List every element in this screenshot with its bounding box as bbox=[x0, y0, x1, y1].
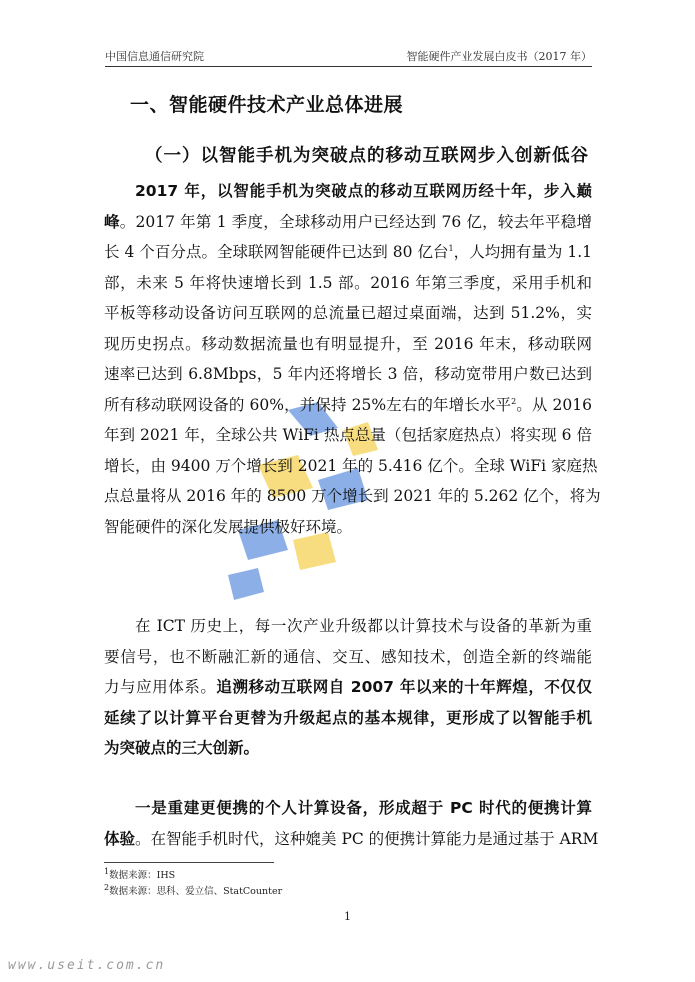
paragraph-2 bbox=[104, 611, 592, 764]
running-header bbox=[105, 48, 592, 67]
text-line bbox=[104, 672, 592, 703]
footnote-text: 数据来源：IHS bbox=[109, 870, 176, 881]
bold-run: 追溯移动互联网自 2007 年以来的十年辉煌，不仅仅 bbox=[216, 678, 592, 696]
text-line: 一是重建更便携的个人计算设备，形成超于 PC 时代的便携计算 bbox=[135, 799, 592, 817]
text-line: 延续了以计算平台更替为升级起点的基本规律，更形成了以智能手机 bbox=[104, 708, 592, 727]
footnote-marker: 2 bbox=[511, 396, 517, 406]
text-line: 智能硬件的深化发展提供极好环境。 bbox=[104, 517, 353, 536]
text-line: 速率已达到 6.8Mbps，5 年内还将增长 3 倍，移动宽带用户数已达到 bbox=[104, 365, 592, 383]
text-line: 平板等移动设备访问互联网的总流量已超过桌面端，达到 51.2%，实 bbox=[104, 304, 592, 322]
text-line: 为突破点的三大创新。 bbox=[104, 739, 260, 757]
footnote-separator bbox=[104, 862, 274, 863]
header-document-title: 智能硬件产业发展白皮书（2017 年） bbox=[406, 50, 592, 63]
footnote-2 bbox=[104, 884, 282, 900]
footnotes bbox=[104, 868, 282, 900]
footnote-mark: 1 bbox=[104, 866, 110, 876]
text-line bbox=[104, 237, 592, 268]
footnote-text: 数据来源：思科、爱立信、StatCounter bbox=[109, 886, 283, 897]
text-line: 部，未来 5 年将快速增长到 1.5 部。2016 年第三季度，采用手机和 bbox=[104, 273, 592, 292]
text-run: 。2017 年第 1 季度，全球移动用户已经达到 76 亿，较去年平稳增 bbox=[119, 212, 592, 231]
watermark-shape bbox=[228, 568, 264, 600]
text-run: 长 4 个百分点。全球联网智能硬件已达到 80 亿台 bbox=[104, 243, 449, 261]
bold-run: 体验 bbox=[104, 829, 136, 848]
text-line bbox=[104, 390, 592, 421]
text-run: 力与应用体系。 bbox=[104, 678, 217, 696]
bold-run: 峰 bbox=[104, 212, 120, 231]
text-run: 。在智能手机时代，这种媲美 PC 的便携计算能力是通过基于 ARM bbox=[135, 829, 599, 848]
text-line: 在 ICT 历史上，每一次产业升级都以计算技术与设备的革新为重 bbox=[135, 617, 592, 635]
paragraph-3 bbox=[104, 793, 599, 854]
text-line bbox=[104, 207, 592, 238]
watermark-url: www.useit.com.cn bbox=[8, 958, 166, 973]
subsection-heading: （一）以智能手机为突破点的移动互联网步入创新低谷 bbox=[145, 146, 589, 166]
text-run: 。从 2016 bbox=[516, 395, 592, 414]
text-line: 现历史拐点。移动数据流量也有明显提升，至 2016 年末，移动联网 bbox=[104, 334, 592, 353]
text-line: 年到 2021 年，全球公共 WiFi 热点总量（包括家庭热点）将实现 6 倍 bbox=[104, 426, 592, 444]
header-organization: 中国信息通信研究院 bbox=[105, 50, 204, 63]
text-line: 增长，由 9400 万个增长到 2021 年的 5.416 亿个。全球 WiFi 家庭热 bbox=[104, 456, 598, 475]
page-number: 1 bbox=[344, 910, 351, 923]
text-line bbox=[104, 824, 599, 855]
footnote-mark: 2 bbox=[104, 882, 110, 892]
text-run: ，人均拥有量为 1.1 bbox=[453, 243, 593, 261]
text-line: 2017 年，以智能手机为突破点的移动互联网历经十年，步入巅 bbox=[135, 182, 592, 200]
paragraph-1 bbox=[104, 176, 601, 542]
footnote-marker: 1 bbox=[448, 243, 454, 253]
text-line: 要信号，也不断融汇新的通信、交互、感知技术，创造全新的终端能 bbox=[104, 647, 592, 666]
section-heading: 一、智能硬件技术产业总体进展 bbox=[130, 94, 404, 116]
text-line: 点总量将从 2016 年的 8500 万个增长到 2021 年的 5.262 亿个，将为 bbox=[104, 487, 601, 505]
footnote-1 bbox=[104, 868, 282, 884]
text-run: 所有移动联网设备的 60%，并保持 25%左右的年增长水平 bbox=[104, 395, 512, 414]
